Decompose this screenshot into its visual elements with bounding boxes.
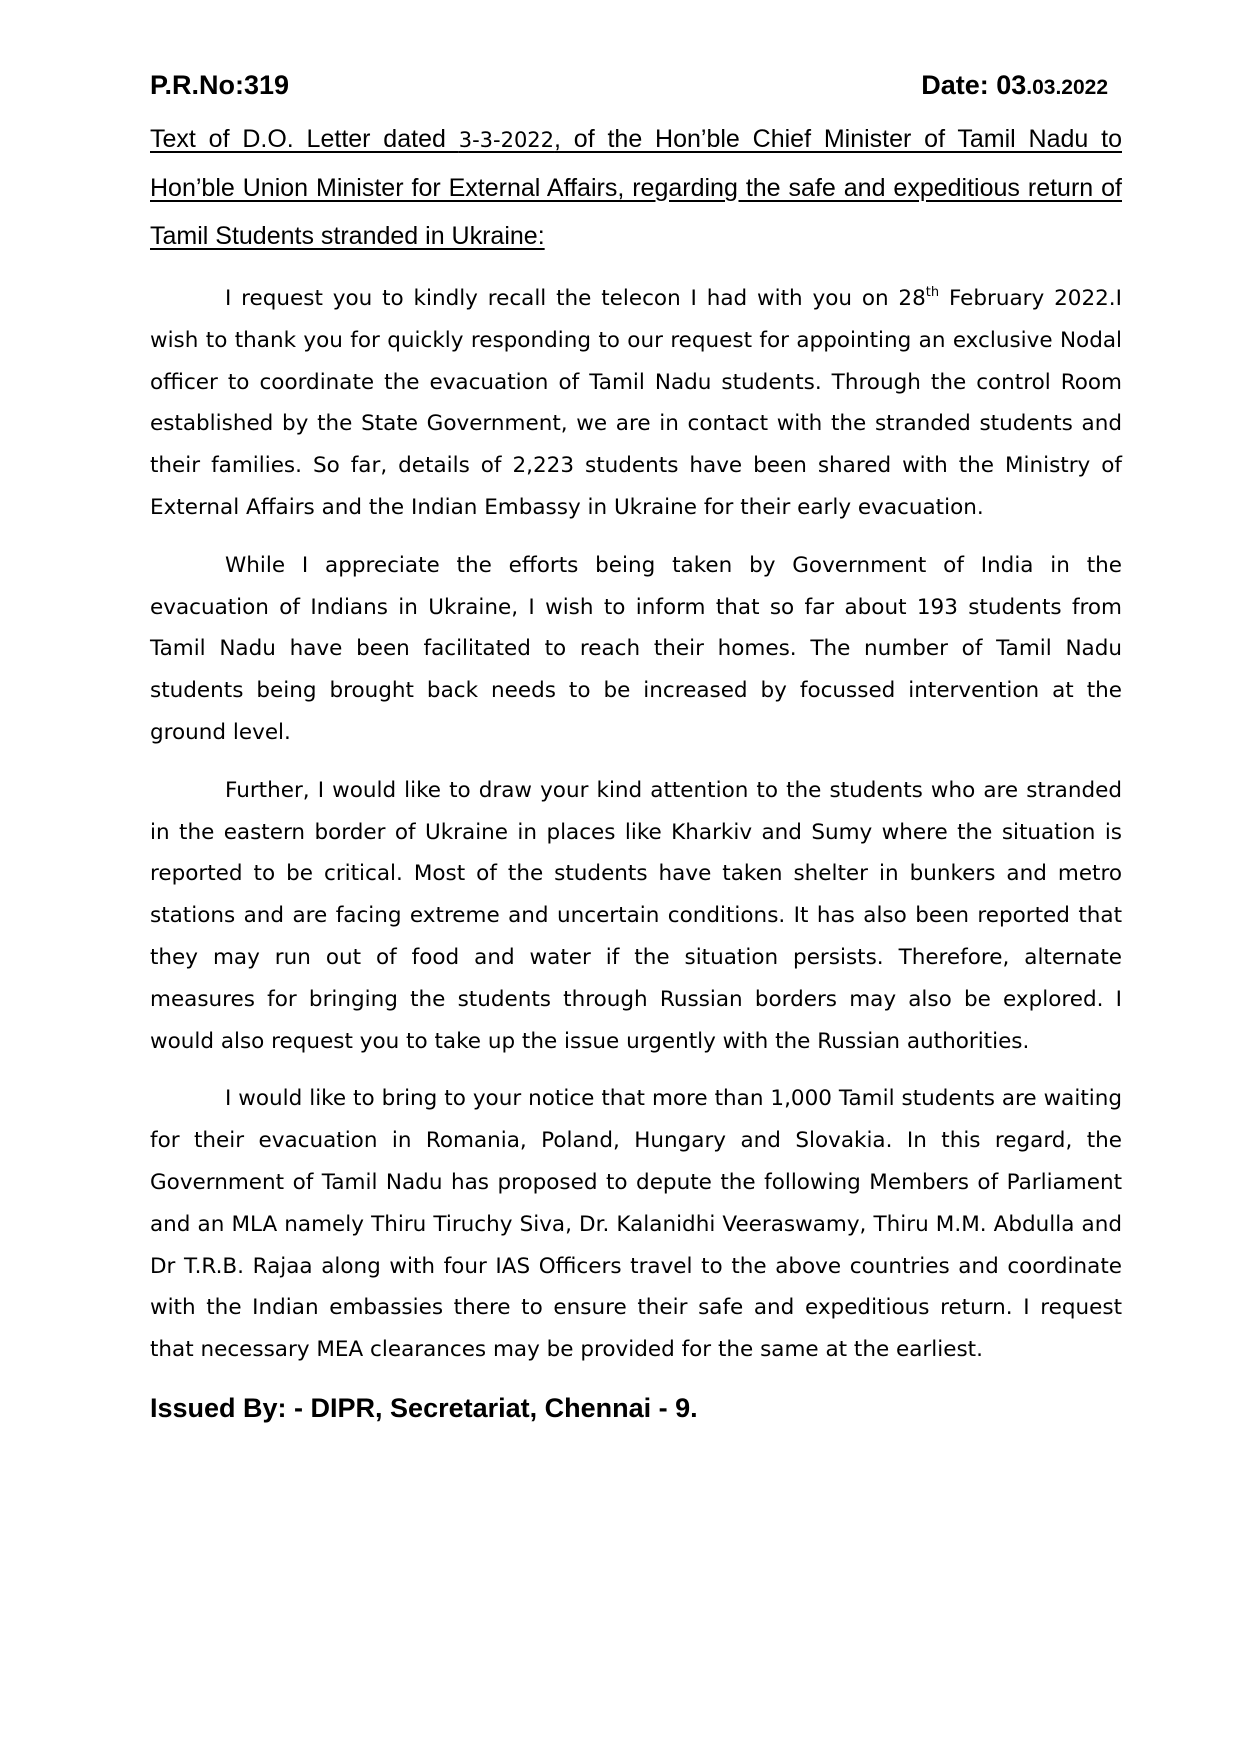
paragraph-1 — [150, 278, 1122, 529]
header-row — [150, 70, 1122, 101]
paragraph-1-rest: February 2022.I wish to thank you for quickly responding to our request for appointing an exclusive Nodal officer to coordinate the evacuation of Tamil Nadu students. Through the control Room established by the State Government, we are in contact with the stranded students and their families. So far, details of 2,223 students have been shared with the Ministry of External Affairs and the Indian Embassy in Ukraine for their early evacuation. — [150, 286, 1122, 520]
issued-by: Issued By: - DIPR, Secretariat, Chennai - 9. — [150, 1392, 698, 1423]
subject-letter-date: 3-3-2022 — [458, 128, 555, 152]
press-release-number: P.R.No:319 — [150, 70, 290, 100]
letter-subject — [150, 115, 1122, 260]
paragraph-1-start: I request you to kindly recall the telecon I had with you on 28 — [225, 286, 926, 311]
paragraph-4: I would like to bring to your notice that more than 1,000 Tamil students are waiting for their evacuation in Romania, Poland, Hungary and Slovakia. In this regard, the Government of Tamil Nadu has proposed to depute the following Members of Parliament and an MLA namely Thiru Tiruchy Siva, Dr. Kalanidhi Veeraswamy, Thiru M.M. Abdulla and Dr T.R.B. Rajaa along with four IAS Officers travel to the above countries and coordinate with the Indian embassies there to ensure their safe and expeditious return. I request that necessary MEA clearances may be provided for the same at the earliest. — [150, 1086, 1122, 1363]
date-month-year: .03.2022 — [1026, 76, 1108, 99]
subject-part-1: Text of D.O. Letter dated — [150, 125, 459, 153]
press-release-page — [150, 70, 1122, 1424]
ordinal-superscript: th — [925, 285, 940, 300]
paragraph-2: While I appreciate the efforts being taken by Government of India in the evacuation of Indians in Ukraine, I wish to inform that so far about 193 students from Tamil Nadu have been facilitated to reach their homes. The number of Tamil Nadu students being brought back needs to be increased by focussed intervention at the ground level. — [150, 552, 1122, 745]
paragraph-3: Further, I would like to draw your kind attention to the students who are stranded in the eastern border of Ukraine in places like Kharkiv and Sumy where the situation is reported to be critical. Most of the students have taken shelter in bunkers and metro stations and are facing extreme and uncertain conditions. It has also been reported that they may run out of food and water if the situation persists. Therefore, alternate measures for bringing the students through Russian borders may also be explored. I would also request you to take up the issue urgently with the Russian authorities. — [150, 777, 1122, 1054]
subject-part-2: , of the Hon’ble Chief Minister of Tamil Nadu to Hon’ble Union Minister for External Affairs, regarding the safe and expeditious return of Tamil Students stranded in Ukraine: — [150, 125, 1122, 250]
release-date — [921, 70, 1108, 101]
date-label: Date: 03 — [921, 70, 1027, 100]
